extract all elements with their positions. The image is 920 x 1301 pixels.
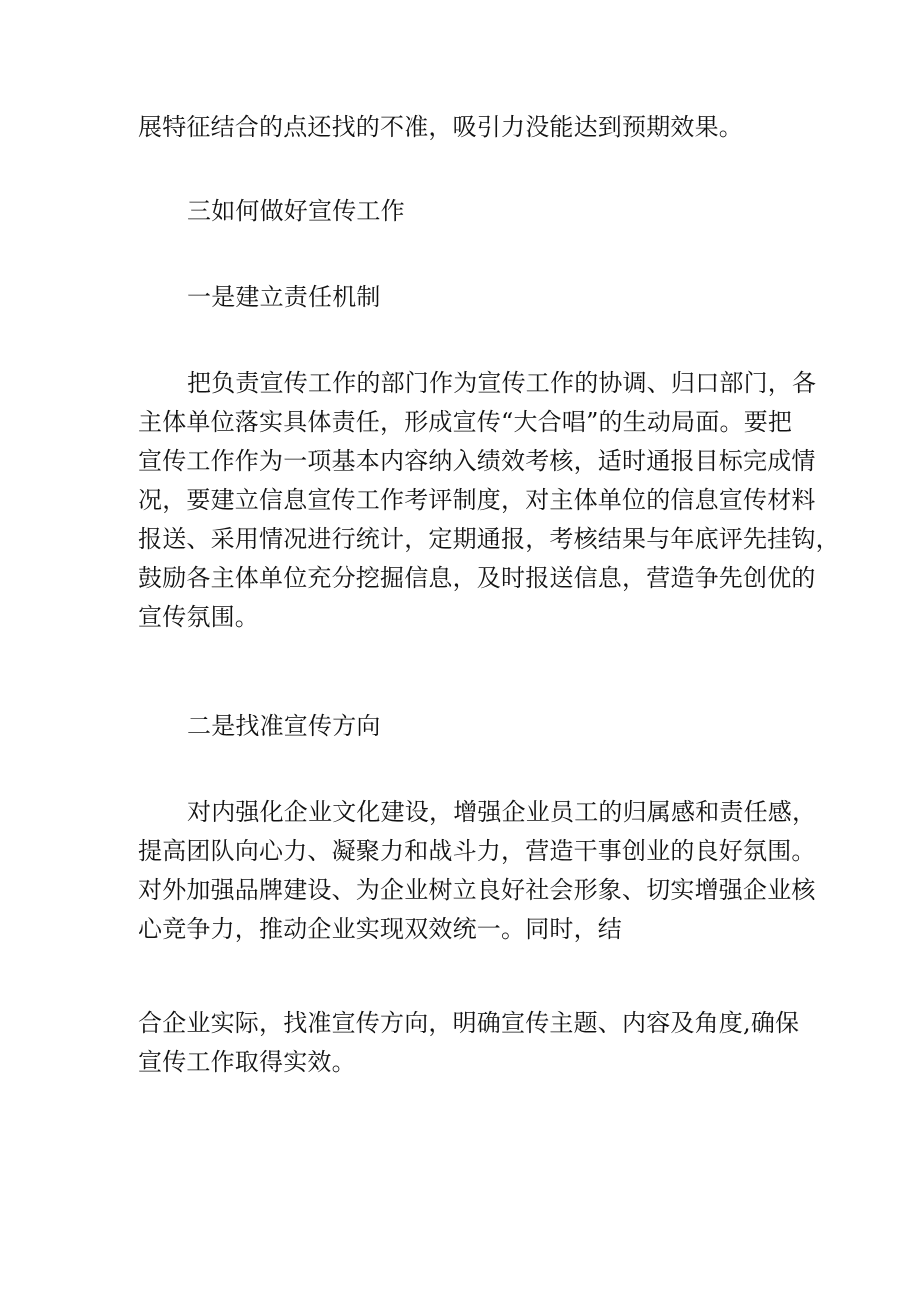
section-heading: 三如何做好宣传工作	[187, 197, 405, 225]
paragraph-line: 展特征结合的点还找的不准，吸引力没能达到预期效果。	[138, 113, 743, 141]
paragraph-line: 主体单位落实具体责任，形成宣传“大合唱”的生动局面。要把	[138, 408, 793, 436]
paragraph-line: 宣传工作作为一项基本内容纳入绩效考核，适时通报目标完成情	[138, 447, 816, 475]
paragraph-line: 合企业实际，找准宣传方向，明确宣传主题、内容及角度,确保	[138, 1009, 800, 1037]
paragraph-line: 鼓励各主体单位充分挖掘信息，及时报送信息，营造争先创优的	[138, 564, 816, 592]
paragraph-line: 把负责宣传工作的部门作为宣传工作的协调、归口部门，各	[187, 369, 817, 397]
subsection-heading: 二是找准宣传方向	[187, 712, 381, 740]
paragraph-line: 提高团队向心力、凝聚力和战斗力，营造干事创业的良好氛围。	[138, 837, 816, 865]
paragraph-line: 况，要建立信息宣传工作考评制度，对主体单位的信息宣传材料	[138, 486, 816, 514]
paragraph-line: 宣传氛围。	[138, 603, 259, 631]
paragraph-line: 心竞争力，推动企业实现双效统一。同时，结	[138, 915, 622, 943]
paragraph-line: 对外加强品牌建设、为企业树立良好社会形象、切实增强企业核	[138, 876, 816, 904]
paragraph-line: 宣传工作取得实效。	[138, 1048, 356, 1076]
paragraph-line: 报送、采用情况进行统计，定期通报，考核结果与年底评先挂钩，	[138, 525, 840, 553]
paragraph-line: 对内强化企业文化建设，增强企业员工的归属感和责任感，	[187, 798, 817, 826]
subsection-heading: 一是建立责任机制	[187, 283, 381, 311]
